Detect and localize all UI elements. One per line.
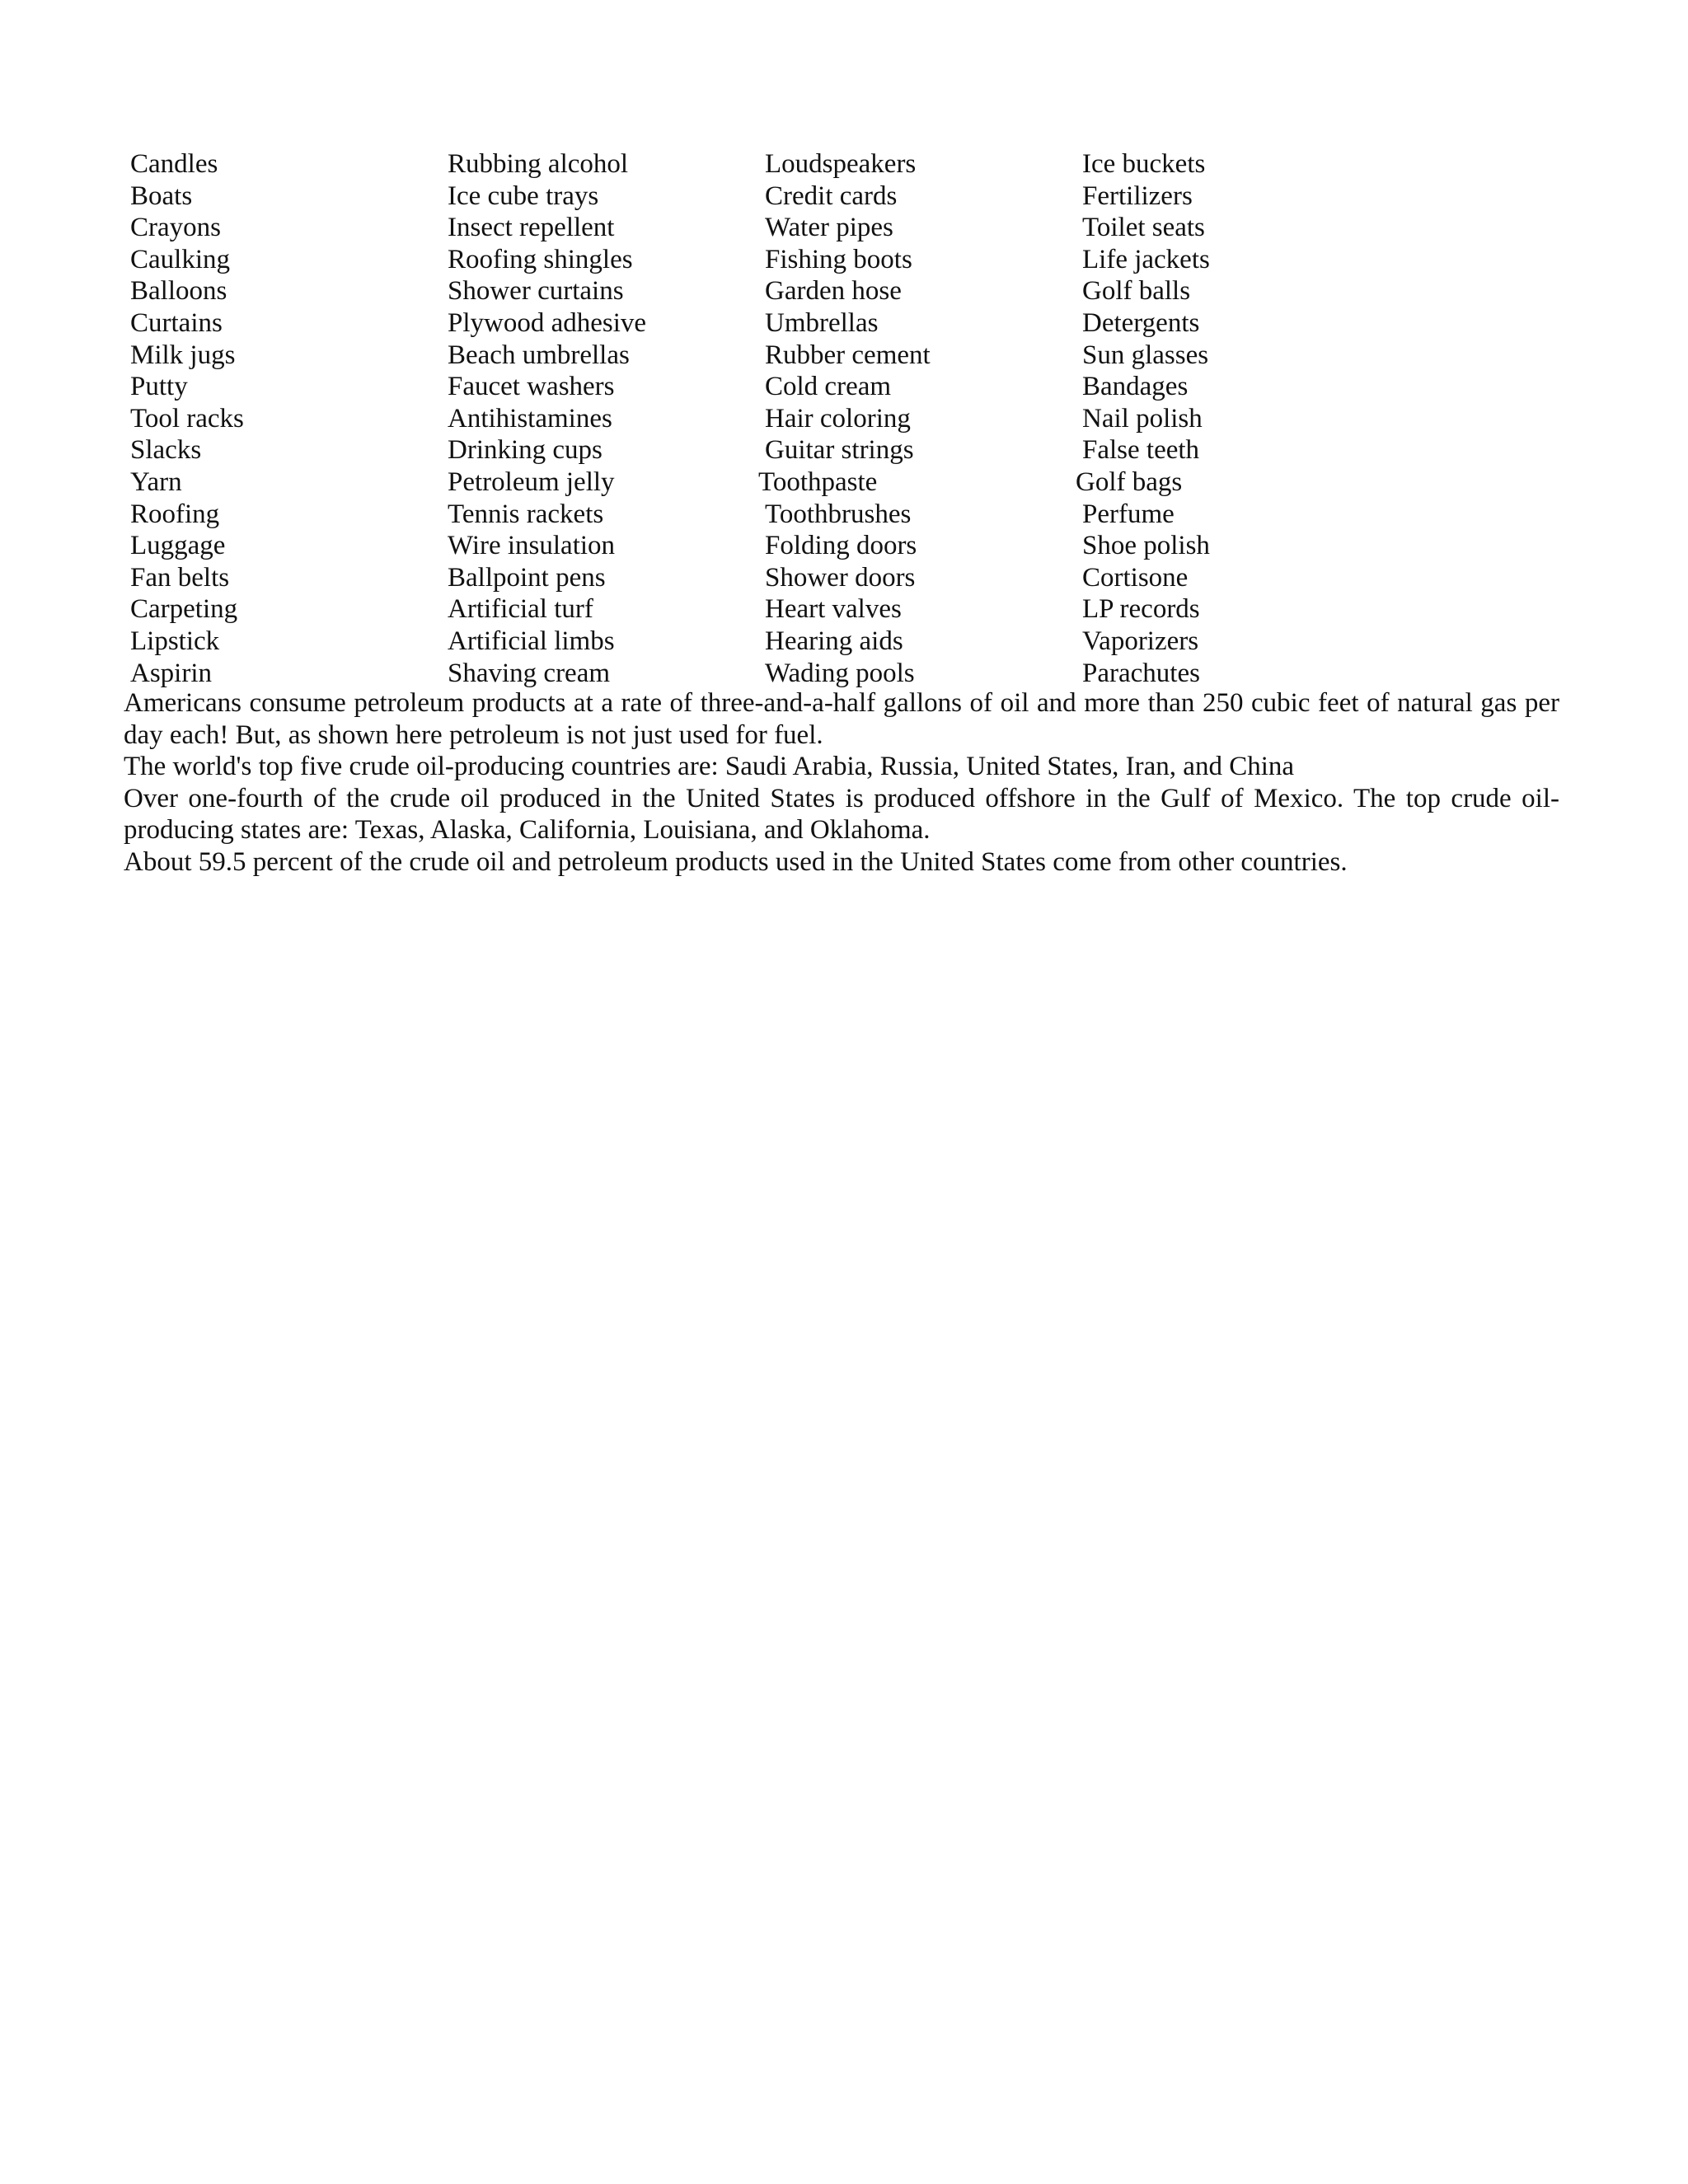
product-name: Tennis rackets <box>448 499 604 529</box>
product-name: Crayons <box>130 213 221 243</box>
product-name: Curtains <box>130 307 223 338</box>
product-name: Golf balls <box>1082 276 1191 307</box>
product-name: Rubbing alcohol <box>448 149 629 179</box>
table-row <box>130 148 1416 180</box>
table-row <box>130 180 1416 213</box>
product-name: Roofing <box>130 499 220 529</box>
product-name: Lipstick <box>130 626 220 656</box>
product-name: Hearing aids <box>765 626 903 656</box>
product-name: Luggage <box>130 531 226 561</box>
product-name: Garden hose <box>765 276 902 307</box>
product-name: Water pipes <box>765 213 893 243</box>
product-name: Life jackets <box>1082 244 1210 274</box>
product-name: Toilet seats <box>1082 213 1205 243</box>
product-name: Cold cream <box>765 372 892 402</box>
product-name: Parachutes <box>1082 658 1200 688</box>
product-name: Faucet washers <box>448 372 615 402</box>
imports-paragraph: About 59.5 percent of the crude oil and petroleum products used in the United States come from other countries. <box>124 846 1348 877</box>
table-row <box>130 530 1416 562</box>
product-name: Antihistamines <box>448 403 612 434</box>
product-name: Fan belts <box>130 562 230 593</box>
product-name: Umbrellas <box>765 307 879 338</box>
table-row <box>130 626 1416 658</box>
product-name: Sun glasses <box>1082 340 1209 370</box>
product-name: Caulking <box>130 244 230 274</box>
table-row <box>130 466 1416 499</box>
product-name: Fishing boots <box>765 244 912 274</box>
product-name: Guitar strings <box>765 435 914 466</box>
product-name: Milk jugs <box>130 340 236 370</box>
product-name: Hair coloring <box>765 403 911 434</box>
product-name: Plywood adhesive <box>448 307 647 338</box>
product-name: Perfume <box>1082 499 1175 529</box>
petroleum-facts <box>124 687 1559 879</box>
table-row <box>130 244 1416 276</box>
product-name: Carpeting <box>130 594 238 625</box>
table-row <box>130 562 1416 594</box>
product-name: Balloons <box>130 276 227 307</box>
product-name: Shoe polish <box>1082 531 1210 561</box>
table-row <box>130 371 1416 403</box>
product-name: Yarn <box>130 466 182 497</box>
product-name: Slacks <box>130 435 202 466</box>
product-name: Ice buckets <box>1082 149 1206 179</box>
product-name: LP records <box>1082 594 1200 625</box>
product-name: Putty <box>130 372 188 402</box>
product-name: Beach umbrellas <box>448 340 630 370</box>
product-name: Nail polish <box>1082 403 1203 434</box>
product-name: Artificial limbs <box>448 626 615 656</box>
product-name: Golf bags <box>1076 466 1183 497</box>
product-name: False teeth <box>1082 435 1200 466</box>
product-name: Fertilizers <box>1082 180 1193 211</box>
product-name: Toothbrushes <box>765 499 912 529</box>
table-row <box>130 499 1416 531</box>
product-name: Bandages <box>1082 372 1189 402</box>
product-name: Boats <box>130 180 193 211</box>
top-countries-paragraph: The world's top five crude oil-producing countries are: Saudi Arabia, Russia, United States, Iran, and China <box>124 752 1295 782</box>
product-name: Wading pools <box>765 658 915 688</box>
petroleum-products-table <box>130 148 1416 689</box>
product-name: Insect repellent <box>448 213 615 243</box>
product-name: Loudspeakers <box>765 149 917 179</box>
product-name: Petroleum jelly <box>448 466 615 497</box>
table-row <box>130 658 1416 690</box>
table-row <box>130 593 1416 626</box>
consumption-paragraph: Americans consume petroleum products at a rate of three-and-a-half gallons of oil and more than 250 cubic feet of natural gas per day each! But, as shown here petroleum is not just used for fuel. <box>124 688 1559 750</box>
product-name: Artificial turf <box>448 594 593 625</box>
table-row <box>130 403 1416 435</box>
product-name: Heart valves <box>765 594 902 625</box>
offshore-production-paragraph: Over one-fourth of the crude oil produced in the United States is produced offshore in the Gulf of Mexico. The top crude oil-producing states are: Texas, Alaska, California, Louisiana, and Oklahoma. <box>124 783 1559 846</box>
product-name: Shower doors <box>765 562 916 593</box>
product-name: Toothpaste <box>758 466 878 497</box>
product-name: Aspirin <box>130 658 212 688</box>
product-name: Ice cube trays <box>448 180 599 211</box>
table-row <box>130 340 1416 372</box>
product-name: Roofing shingles <box>448 244 633 274</box>
product-name: Tool racks <box>130 403 244 434</box>
table-row <box>130 307 1416 340</box>
product-name: Drinking cups <box>448 435 603 466</box>
product-name: Ballpoint pens <box>448 562 606 593</box>
table-row <box>130 275 1416 307</box>
product-name: Folding doors <box>765 531 917 561</box>
table-row <box>130 434 1416 466</box>
product-name: Cortisone <box>1082 562 1189 593</box>
product-name: Credit cards <box>765 180 898 211</box>
product-name: Rubber cement <box>765 340 931 370</box>
product-name: Shower curtains <box>448 276 624 307</box>
product-name: Shaving cream <box>448 658 611 688</box>
product-name: Detergents <box>1082 307 1200 338</box>
product-name: Vaporizers <box>1082 626 1199 656</box>
product-name: Candles <box>130 149 218 179</box>
table-row <box>130 212 1416 244</box>
product-name: Wire insulation <box>448 531 616 561</box>
